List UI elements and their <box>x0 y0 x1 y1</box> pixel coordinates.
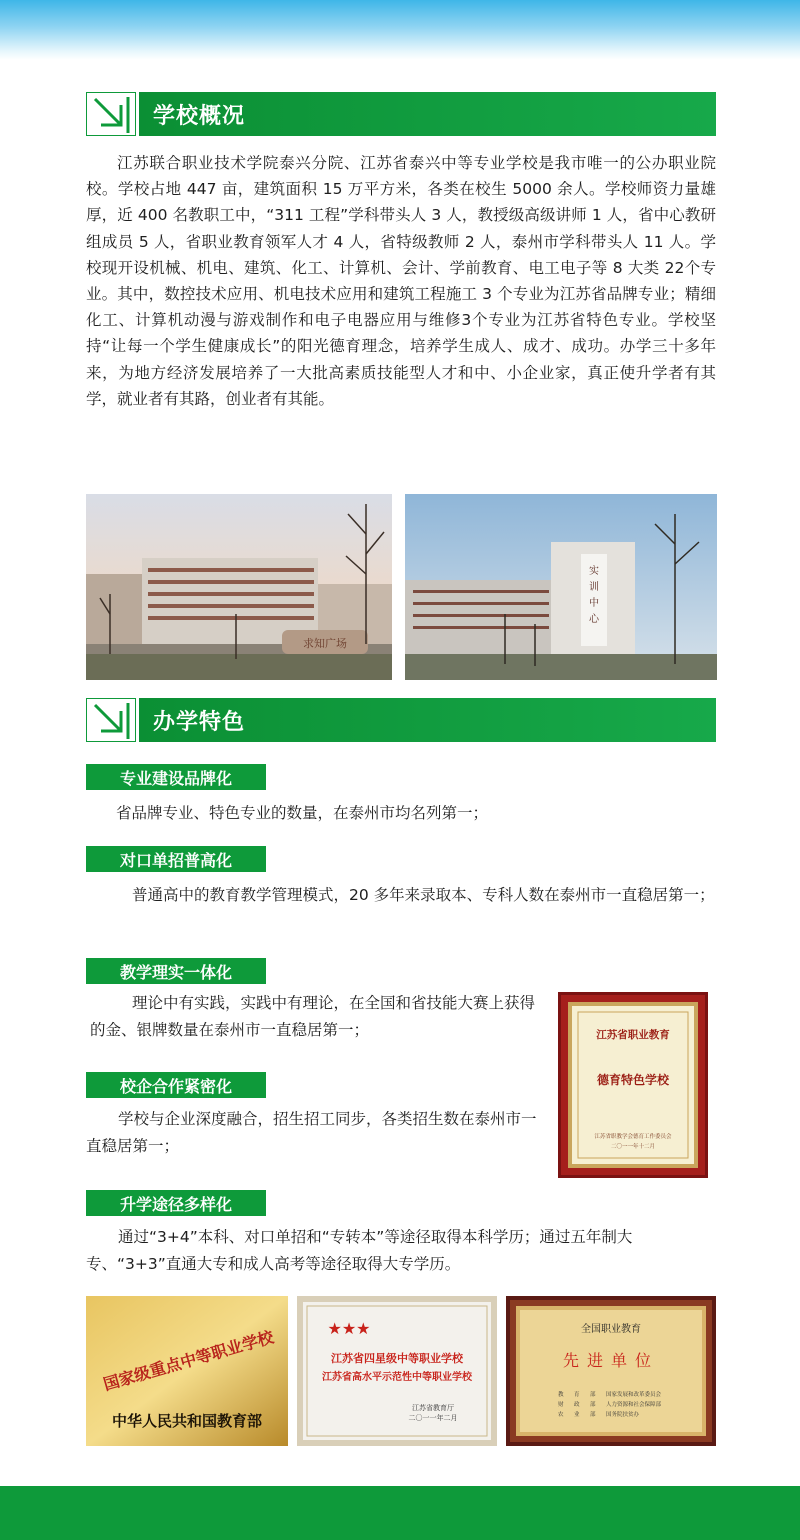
plaque2-line2: 江苏省高水平示范性中等职业学校 <box>322 1372 472 1383</box>
arrow-down-right-icon <box>86 92 136 136</box>
plaque2-date: 二〇一一年二月 <box>408 1414 458 1422</box>
plaque3-sig: 教 <box>558 1392 564 1398</box>
plaque3-line1: 全国职业教育 <box>581 1324 641 1335</box>
plaque3-issuer: 国家发展和改革委员会 <box>606 1392 662 1398</box>
feature-label: 专业建设品牌化 <box>86 764 266 790</box>
feature-text: 普通高中的教育教学管理模式，20 多年来录取本、专科人数在泰州市一直稳居第一； <box>132 886 715 904</box>
header-bar <box>139 698 716 742</box>
plaque-four-star-school <box>297 1296 497 1446</box>
campus-photo-training-center <box>405 494 717 680</box>
feature-label: 升学途径多样化 <box>86 1190 266 1216</box>
overview-paragraph: 江苏联合职业技术学院泰兴分院、江苏省泰兴中等专业学校是我市唯一的公办职业院校。学校占地 447 亩，建筑面积 15 万平方米，各类在校生 5000 余人。学校师资力量雄厚，近 400 名教职工中，“311 工程”学科带头人 3 人，教授级高级讲师 1 人，省中心教研组成员 5 人，省职业教育领军人才 4 人，省特级教师 2 人，泰州市学科带头人 11 人。学校现开设机械、机电、建筑、化工、计算机、会计、学前教育、电工电子等 8 大类 22个专业。其中，数控技术应用、机电技术应用和建筑工程施工 3 个专业为江苏省品牌专业；精细化工、计算机动漫与游戏制作和电子电器应用与维修3个专业为江苏省特色专业。学校坚持“让每一个学生健康成长”的阳光德育理念，培养学生成人、成才、成功。办学三十多年来，为地方经济发展培养了一大批高素质技能型人才和中、小企业家，真正使升学者有其学，就业者有其路，创业者有其能。 <box>86 154 716 408</box>
section-header-overview <box>86 92 716 136</box>
arrow-down-right-icon <box>86 698 136 742</box>
plaque1-line1: 国家级重点中等职业学校 <box>101 1327 276 1395</box>
plaque-moral-education <box>558 992 708 1178</box>
plaque3-sig: 业 <box>574 1412 580 1418</box>
plaque3-sig: 财 <box>558 1402 564 1408</box>
star-icon: ★★★ <box>327 1319 371 1338</box>
bottom-green-band <box>0 1486 800 1540</box>
training-center-sign: 实训中心 <box>589 566 599 625</box>
plaque3-sig: 育 <box>574 1392 580 1398</box>
plaque-line2: 德育特色学校 <box>596 1073 670 1087</box>
plaque-line1: 江苏省职业教育 <box>596 1029 670 1041</box>
section-title: 学校概况 <box>153 102 246 129</box>
plaque-national-key-school <box>86 1296 288 1446</box>
plaque3-sig: 部 <box>590 1392 596 1398</box>
plaque-date: 二〇一一年十二月 <box>610 1144 656 1150</box>
feature-text: 学校与企业深度融合，招生招工同步，各类招生数在泰州市一直稳居第一； <box>86 1110 537 1155</box>
plaque-national-advanced-unit <box>506 1296 716 1446</box>
plaque3-sig: 部 <box>590 1412 596 1418</box>
plaque3-sig: 部 <box>590 1402 596 1408</box>
section-title: 办学特色 <box>153 708 246 735</box>
plaque1-line2: 中华人民共和国教育部 <box>111 1412 263 1430</box>
plaque2-line1: 江苏省四星级中等职业学校 <box>331 1352 463 1365</box>
feature-label: 校企合作紧密化 <box>86 1072 266 1098</box>
section-header-features <box>86 698 716 742</box>
plaque3-line2: 先进单位 <box>562 1351 660 1370</box>
feature-label: 教学理实一体化 <box>86 958 266 984</box>
feature-text: 通过“3+4”本科、对口单招和“专转本”等途径取得本科学历；通过五年制大专、“3+3”直通大专和成人高考等途径取得大专学历。 <box>86 1228 633 1273</box>
plaque3-sig: 政 <box>574 1402 580 1408</box>
plaque3-sig: 农 <box>558 1412 564 1418</box>
campus-photo-plaza <box>86 494 392 680</box>
plaza-sign-text: 求知广场 <box>303 637 347 650</box>
plaque-issuer: 江苏省职教学会德育工作委员会 <box>594 1134 672 1140</box>
feature-text: 省品牌专业、特色专业的数量，在泰州市均名列第一； <box>116 804 489 822</box>
feature-label: 对口单招普高化 <box>86 846 266 872</box>
header-bar <box>139 92 716 136</box>
plaque2-issuer: 江苏省教育厅 <box>412 1404 454 1412</box>
plaque3-issuer: 人力资源和社会保障部 <box>606 1402 662 1408</box>
feature-text: 理论中有实践，实践中有理论，在全国和省技能大赛上获得的金、银牌数量在泰州市一直稳居第一； <box>90 994 536 1039</box>
plaque3-issuer: 国务院扶贫办 <box>606 1412 640 1418</box>
top-sky-band <box>0 0 800 60</box>
